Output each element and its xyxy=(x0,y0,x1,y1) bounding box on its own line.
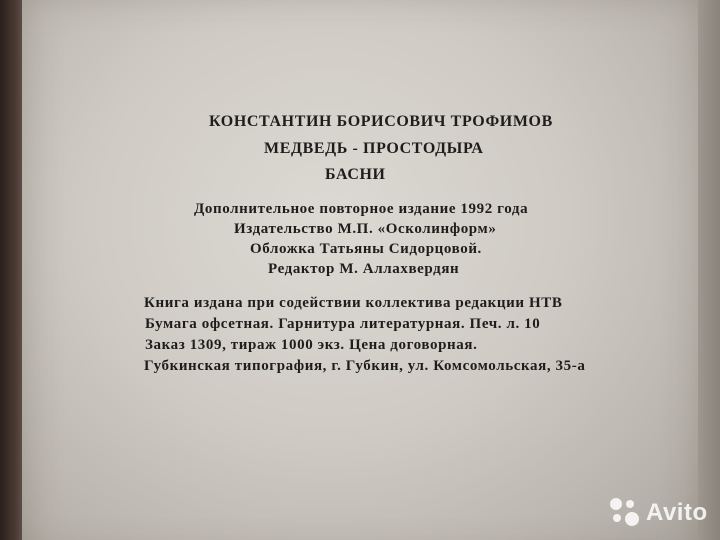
imprint-line-2: Бумага офсетная. Гарнитура литературная. Печ. л. 10 xyxy=(145,316,541,332)
imprint-line-1: Книга издана при содействии коллектива редакции НТВ xyxy=(144,295,563,311)
avito-watermark xyxy=(610,498,708,528)
avito-watermark-text: Avito xyxy=(646,499,708,526)
cover-credit: Обложка Татьяны Сидорцовой. xyxy=(250,241,482,257)
avito-dots-icon xyxy=(610,498,640,528)
editor-credit: Редактор М. Аллахвердян xyxy=(268,261,460,277)
edition-info: Дополнительное повторное издание 1992 года xyxy=(194,201,529,217)
publisher-info: Издательство М.П. «Осколинформ» xyxy=(234,221,497,237)
imprint-line-3: Заказ 1309, тираж 1000 экз. Цена договорная. xyxy=(145,337,478,353)
author-name: КОНСТАНТИН БОРИСОВИЧ ТРОФИМОВ xyxy=(209,113,553,130)
imprint-line-4: Губкинская типография, г. Губкин, ул. Комсомольская, 35-а xyxy=(144,358,586,374)
book-genre: БАСНИ xyxy=(325,166,386,183)
book-title: МЕДВЕДЬ - ПРОСТОДЫРА xyxy=(264,140,484,157)
page-right-edge xyxy=(698,0,720,540)
